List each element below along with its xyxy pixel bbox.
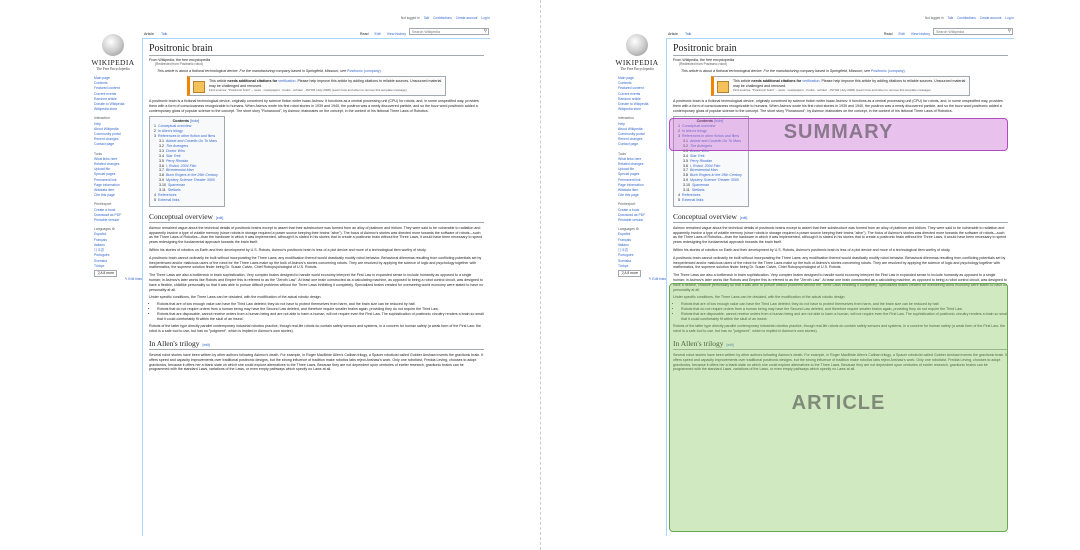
toc-number: 3.5 [159,158,164,163]
toc-number: 3.7 [159,168,164,173]
toc-label[interactable]: Mystery Science Theater 3000 [690,178,739,183]
summary-label: SUMMARY [783,121,894,143]
paragraph: A positronic brain cannot ordinarily be built without incorporating the Three Laws; any modification thereof would drastically modify robot behavior. Behavioral dilemmas resulting from conflicting potentials set by inexperienced and/or malicious users of the robot for the Three Laws make up the bulk of Asimov's stories concerning robots. They are resolved by applying the science of logic and psychology together with mathematics, the supreme solution finder being Dr. Susan Calvin, Chief Robopsychologist of U.S. Robots. [149,255,482,270]
contributions-link[interactable]: Contributions [957,16,976,20]
list-item: • Robots that are disposable, cannot receive orders from a human being and are not able to harm a human, will not require even the First Law. The sophistication of positronic circuitry renders a brain so small that it could comfortably fit within the skull of an insect. [157,312,484,322]
toc-number: 3.1 [159,139,164,144]
gear-icon[interactable]: ⚙ [111,227,115,232]
toc-item[interactable] [678,198,742,203]
nav-recent-changes[interactable]: Recent changes [618,137,643,142]
toc-number: 3.8 [683,173,688,178]
nav-printable[interactable]: Printable version [618,218,644,223]
edit-links[interactable]: ✎ Edit links [648,277,666,282]
list-item: • Robots that are of low enough value can have the Third Law deleted; they do not have to protect themselves from harm, and the brain size can be reduced by half. [681,302,1008,307]
toc-label[interactable]: Perry Rhodan [166,158,189,163]
hatnote: This article is about a fictional technological device. For the manufacturing company based in Springfield, Missouri, see Positronic (company). [157,69,382,73]
redirect-note[interactable]: (Redirected from Positronic robot) [155,62,203,66]
question-book-icon [193,81,205,93]
hatnote-link[interactable]: Positronic (company). [346,69,382,73]
paragraph: Under specific conditions, the Three Laws can be obviated, with the modification of the actual robotic design. [673,295,846,300]
list-item: • Robots that do not require orders from a human being may have the Second Law deleted, and therefore require smaller brains again, providing they do not require the Third Law. [681,307,1008,312]
nav-contact[interactable]: Contact page [94,142,115,147]
nav-contents[interactable]: Contents [94,81,108,86]
toc-label[interactable]: Stellaris [691,188,705,193]
toc-label[interactable]: Perry Rhodan [690,158,713,163]
notice-text: This article needs additional citations for verification. Please help improve this article by adding citations to reliable sources. Unsourced material may be challenged and removed. [733,79,966,88]
tools-heading: Tools [618,151,626,156]
nav-current-events[interactable]: Current events [618,91,641,96]
redirect-note[interactable]: (Redirected from Positronic robot) [679,62,727,66]
toc-label[interactable]: Star Trek [166,153,181,158]
section-heading: Conceptual overview [edit] [673,212,1008,223]
list-item: • Robots that are of low enough value can have the Third Law deleted; they do not have to protect themselves from harm, and the brain size can be reduced by half. [157,302,484,307]
toc-number: 2 [678,129,680,134]
toc-number: 3.6 [159,163,164,168]
list-item: • Robots that do not require orders from a human being may have the Second Law deleted, and therefore require smaller brains again, providing they do not require the Third Law. [157,307,484,312]
toc-number: 3.4 [159,153,164,158]
gear-icon[interactable]: ⚙ [635,227,639,232]
paragraph: Under specific conditions, the Three Laws can be obviated, with the modification of the actual robotic design. [149,295,322,300]
toc-number: 3.2 [683,143,688,148]
nav-store[interactable]: Wikipedia store [94,107,118,112]
nav-community[interactable]: Community portal [94,132,121,137]
nav-cite[interactable]: Cite this page [94,193,115,198]
article-label: ARTICLE [791,392,886,414]
nav-about[interactable]: About Wikipedia [94,126,119,131]
print-heading: Print/export [618,202,636,207]
lang-ja[interactable]: 日本語 [94,248,105,253]
nav-special-pages[interactable]: Special pages [618,172,640,177]
tools-heading: Tools [94,151,102,156]
talk-link[interactable]: Talk [947,16,954,20]
tab-read[interactable]: Read [359,32,369,36]
toc [149,116,225,206]
toc-hide-toggle[interactable]: [hide] [714,119,724,124]
paragraph: Asimov remained vague about the technical details of positronic brains except to assert that their substructure was formed from an alloy of platinum and iridium. They were said to be vulnerable to radiation and apparently involve a type of volatile memory (since robots in storage required a power source keeping their brains "alive"). The focus of Asimov's stories was directed more towards the software of robots—such as the Three Laws of Robotics—than the hardware in which it was implemented, although it is stated in his stories that to create a positronic brain without the Three Laws, it would have been necessary to spend years redesigning the fundamental approach towards the brain itself. [673,225,1007,245]
question-book-icon [717,81,729,93]
toc-label[interactable]: Stellaris [167,188,181,193]
toc-number: 3.9 [159,178,164,183]
toc-label[interactable]: Conceptual overview [682,124,716,129]
toc-label[interactable]: External links [158,197,180,202]
personal-tools [922,16,1014,20]
tagline: The Free Encyclopedia [620,67,654,71]
search-icon[interactable]: ⚲ [1007,28,1011,33]
panel-divider [540,0,541,550]
lang-sv[interactable]: Svenska [618,258,632,263]
toc-number: 3.2 [159,143,164,148]
toc-label[interactable]: Doctor Who [166,148,185,153]
globe-icon [102,34,124,56]
tab-article[interactable]: Article [668,32,678,36]
nav-what-links[interactable]: What links here [94,156,118,161]
nav-special-pages[interactable]: Special pages [94,172,116,177]
log-in-link[interactable]: Log in [1005,16,1014,20]
paragraph: The Three Laws are also a bottleneck in brain sophistication. Very complex brains designed to handle world economy interpret the First Law in expanded sense to include humanity as opposed to a single human; in Asimov's later works like Robots and Empire this is referred to as the "Zeroth Law". At least one brain constructed as a calculating machine, as opposed to being a robot control circuit, was designed to have a flexible, childlike personality so that it was able to pursue difficult problems without the Three Laws inhibiting it completely. Specialized brains created for overseeing world economy were stated to have no personality at all. [673,273,1008,292]
create-account-link[interactable]: Create account [455,16,478,20]
nav-related-changes[interactable]: Related changes [94,162,120,167]
toc-label[interactable]: Abbott and Costello Go To Mars [690,139,742,144]
nav-community[interactable]: Community portal [618,132,645,137]
lead-paragraph: A positronic brain is a fictional technological device, originally conceived by science fiction writer Isaac Asimov. It functions as a central processing unit (CPU) for robots, and, in some unspecified way, provides them with a form of consciousness recognizable to humans. When Asimov wrote his first robot stories in 1939 and 1940, the positron was a newly discovered particle, and so the buzz word positronic added a contemporary gloss of popular science to the concept. The short story "Runaround", by Asimov, elaborates on the concept, in the context of his fictional Three Laws of Robotics. [149,99,479,113]
toc-title: Contents [hide] [696,119,724,124]
not-logged-in: Not logged in [924,16,944,20]
lang-es[interactable]: Español [618,232,631,237]
search-input[interactable]: Search Wikipedia [409,28,489,35]
not-logged-in: Not logged in [400,16,420,20]
toc-number: 3.10 [683,183,690,188]
sidebar [94,76,142,282]
toc-number: 3.6 [683,163,688,168]
tab-read[interactable]: Read [883,32,893,36]
view-tabs [879,32,930,36]
toc-label[interactable]: Buck Rogers in the 25th Century [166,173,218,178]
search-input[interactable]: Search Wikipedia [933,28,1013,35]
nav-what-links[interactable]: What links here [618,156,642,161]
toc-label[interactable]: Abbott and Costello Go To Mars [166,139,218,144]
toc-label[interactable]: Star Trek [690,153,705,158]
toc-number: 3 [154,134,156,139]
toc-number: 2 [154,129,156,134]
wordmark: WIKIPEDIA [91,58,135,67]
nav-main-page[interactable]: Main page [94,76,110,80]
nav-main-page[interactable]: Main page [618,76,634,80]
namespace-tabs [144,32,173,36]
paragraph: Asimov remained vague about the technical details of positronic brains except to assert that their substructure was formed from an alloy of platinum and iridium. They were said to be vulnerable to radiation and apparently involve a type of volatile memory (since robots in storage required a power source keeping their brains "alive"). The focus of Asimov's stories was directed more towards the software of robots—such as the Three Laws of Robotics—than the hardware in which it was implemented, although it is stated in his stories that to create a positronic brain without the Three Laws, it would have been necessary to spend years redesigning the fundamental approach towards the brain itself. [149,225,483,245]
lang-es[interactable]: Español [94,232,107,237]
toc-label[interactable]: References in other fiction and films [682,134,740,139]
nav-create-book[interactable]: Create a book [618,207,640,212]
tab-history[interactable]: View history [910,32,930,36]
sidebar [618,76,666,282]
edit-section-link[interactable]: [edit] [202,342,210,347]
toc-label[interactable]: Mystery Science Theater 3000 [166,178,215,183]
toc-number: 3.9 [683,178,688,183]
notice-text: This article needs additional citations for verification. Please help improve this article by adding citations to reliable sources. Unsourced material may be challenged and removed. [209,79,442,88]
nav-wikidata[interactable]: Wikidata item [94,188,115,193]
toc-number: 3.11 [683,188,690,193]
nav-current-events[interactable]: Current events [94,91,117,96]
edit-section-link[interactable]: [edit] [739,215,748,220]
edit-section-link[interactable]: [edit] [726,342,734,347]
nav-store[interactable]: Wikipedia store [618,107,642,112]
toc-number: 3 [678,134,680,139]
nav-random[interactable]: Random article [94,96,117,101]
create-account-link[interactable]: Create account [979,16,1002,20]
nav-permanent-link[interactable]: Permanent link [618,177,641,182]
lang-sv[interactable]: Svenska [94,258,108,263]
toc-label[interactable]: I, Robot, 2004 Film [166,163,197,168]
nav-cite[interactable]: Cite this page [618,193,639,198]
paragraph: The Three Laws are also a bottleneck in brain sophistication. Very complex brains designed to handle world economy interpret the First Law in expanded sense to include humanity as opposed to a single human; in Asimov's later works like Robots and Empire this is referred to as the "Zeroth Law". At least one brain constructed as a calculating machine, as opposed to being a robot control circuit, was designed to have a flexible, childlike personality so that it was able to pursue difficult problems without the Three Laws inhibiting it completely. Specialized brains created for overseeing world economy were stated to have no personality at all. [149,273,484,292]
toc-label[interactable]: In Allen's trilogy [682,129,707,134]
personal-tools [398,16,490,20]
paragraph: Several robot stories have been written by other authors following Asimov's death. For example, in Roger MacBride Allen's Caliban trilogy, a Spacer roboticist called Gubber Anshaw invents the gravitonic brain. It offers speed and capacity improvements over traditional positronic designs, but the strong influence of tradition make robotics labs reject Anshaw's work. Only one roboticist, Fredda Leving, chooses to adopt gravitonics, because it offers her a blank slate on which she could explore alternatives to the Three Laws. Because they are not dependent upon centuries of earlier research, gravitonic brains can be programmed with the standard Laws, variations of the Laws, or even empty pathways which specify no Laws at all. [149,352,484,372]
nav-page-info[interactable]: Page information [94,182,120,187]
lang-it[interactable]: Italiano [94,242,105,247]
interaction-heading: Interaction [94,116,110,121]
bullet-list [157,302,484,321]
toc-label[interactable]: Bicentennial Man [166,168,194,173]
edit-links[interactable]: ✎ Edit links [124,277,142,282]
tagline: The Free Encyclopedia [96,67,130,71]
toc-number: 3.11 [159,188,166,193]
globe-icon [626,34,648,56]
toc-hide-toggle[interactable]: [hide] [190,119,200,124]
contributions-link[interactable]: Contributions [433,16,452,20]
lang-tr[interactable]: Türkçe [94,263,105,268]
nav-download-pdf[interactable]: Download as PDF [94,212,122,217]
toc-number: 3.3 [159,148,164,153]
toc-label[interactable]: Spaceman [692,183,710,188]
lang-it[interactable]: Italiano [618,242,629,247]
list-item: • Robots that are disposable, cannot receive orders from a human being and are not able to harm a human, will not require even the First Law. The sophistication of positronic circuitry renders a brain so small that it could comfortably fit within the skull of an insect. [681,312,1008,322]
nav-wikidata[interactable]: Wikidata item [618,188,639,193]
section-heading: In Allen's trilogy [edit] [149,339,484,350]
nav-recent-changes[interactable]: Recent changes [94,137,119,142]
toc-label[interactable]: The Avengers [166,143,189,148]
lang-ja[interactable]: 日本語 [618,248,629,253]
nav-featured[interactable]: Featured content [94,86,120,91]
more-languages-button[interactable]: 文A 8 more [618,270,641,277]
toc-title: Contents [hide] [172,119,200,124]
tab-edit[interactable]: Edit [374,32,381,36]
log-in-link[interactable]: Log in [481,16,490,20]
nav-featured[interactable]: Featured content [618,86,644,91]
toc-number: 1 [154,124,156,129]
toc-number: 3.10 [159,183,166,188]
view-tabs [355,32,406,36]
hatnote-link[interactable]: Positronic (company). [870,69,906,73]
toc-item[interactable] [154,198,218,203]
wikipedia-logo[interactable] [88,34,138,71]
toc-label[interactable]: In Allen's trilogy [158,129,183,134]
citation-notice [187,76,446,96]
nav-upload[interactable]: Upload file [618,167,635,172]
toc-number: 4 [154,192,156,197]
article-highlight [669,283,1008,532]
toc-label[interactable]: External links [682,197,704,202]
talk-link[interactable]: Talk [423,16,430,20]
toc-number: 5 [154,197,156,202]
nav-printable[interactable]: Printable version [94,218,120,223]
lang-fr[interactable]: Français [94,237,108,242]
nav-help[interactable]: Help [94,121,101,126]
site-sub: From Wikipedia, the free encyclopedia [673,58,735,62]
toc-number: 3.8 [159,173,164,178]
hatnote: This article is about a fictional technological device. For the manufacturing company based in Springfield, Missouri, see Positronic (company). [681,69,906,73]
paragraph: Within his stories of robotics on Earth and their development by U.S. Robots, Asimov's positronic brain is less of a plot device and more of a technological item worthy of study. [673,247,951,252]
nav-contents[interactable]: Contents [618,81,632,86]
page-title: Positronic brain [673,43,1008,56]
summary-highlight [669,118,1008,151]
nav-permanent-link[interactable]: Permanent link [94,177,117,182]
toc-label[interactable]: The Avengers [690,143,713,148]
languages-heading: Languages ⚙ [94,227,115,232]
lang-pt[interactable]: Português [618,253,634,258]
nav-random[interactable]: Random article [618,96,641,101]
toc-number: 3.7 [683,168,688,173]
toc-number: 1 [678,124,680,129]
toc-label[interactable]: Bicentennial Man [690,168,718,173]
wikipedia-logo[interactable] [612,34,662,71]
toc-label[interactable]: Doctor Who [690,148,709,153]
toc-number: 4 [678,192,680,197]
nav-related-changes[interactable]: Related changes [618,162,644,167]
interaction-heading: Interaction [618,116,634,121]
nav-create-book[interactable]: Create a book [94,207,116,212]
toc-number: 5 [678,197,680,202]
section-heading: Conceptual overview [edit] [149,212,484,223]
original-page-panel [84,8,494,536]
citation-notice [711,76,970,96]
toc-number: 3.5 [683,158,688,163]
nav-upload[interactable]: Upload file [94,167,111,172]
nav-donate[interactable]: Donate to Wikipedia [618,102,649,107]
tab-edit[interactable]: Edit [898,32,905,36]
toc-label[interactable]: References in other fiction and films [158,134,216,139]
nav-about[interactable]: About Wikipedia [618,126,643,131]
lang-fr[interactable]: Français [618,237,632,242]
toc-label[interactable]: References [158,192,177,197]
nav-contact[interactable]: Contact page [618,142,639,147]
paragraph: Several robot stories have been written by other authors following Asimov's death. For example, in Roger MacBride Allen's Caliban trilogy, a Spacer roboticist called Gubber Anshaw invents the gravitonic brain. It offers speed and capacity improvements over traditional positronic designs, but the strong influence of tradition make robotics labs reject Anshaw's work. Only one roboticist, Fredda Leving, chooses to adopt gravitonics, because it offers her a blank slate on which she could explore alternatives to the Three Laws. Because they are not dependent upon centuries of earlier research, gravitonic brains can be programmed with the standard Laws, variations of the Laws, or even empty pathways which specify no Laws at all. [673,352,1008,372]
tab-talk[interactable]: Talk [160,32,168,36]
find-sources[interactable]: Find sources: "Positronic brain" – news · newspapers · books · scholar · JSTOR (July 2008) (Learn how and when to remove this template message) [733,88,931,93]
toc-number: 3.3 [683,148,688,153]
paragraph: A positronic brain cannot ordinarily be built without incorporating the Three Laws; any modification thereof would drastically modify robot behavior. Behavioral dilemmas resulting from conflicting potentials set by inexperienced and/or malicious users of the robot for the Three Laws make up the bulk of Asimov's stories concerning robots. They are resolved by applying the science of logic and psychology together with mathematics, the supreme solution finder being Dr. Susan Calvin, Chief Robopsychologist of U.S. Robots. [673,255,1006,270]
more-languages-button[interactable]: 文A 8 more [94,270,117,277]
toc-label[interactable]: I, Robot, 2004 Film [690,163,721,168]
site-sub: From Wikipedia, the free encyclopedia [149,58,211,62]
languages-heading: Languages ⚙ [618,227,639,232]
edit-section-link[interactable]: [edit] [215,215,224,220]
toc-number: 3.1 [683,139,688,144]
nav-donate[interactable]: Donate to Wikipedia [94,102,125,107]
tab-talk[interactable]: Talk [684,32,692,36]
tab-history[interactable]: View history [386,32,406,36]
toc-number: 3.4 [683,153,688,158]
paragraph: Robots of the latter type directly parallel contemporary industrial robotics practice, though real-life robots do contain safety sensors and systems, in a concern for human safety (a weak form of the First Law: the robot is a safe tool to use, but has no "judgment", which is implied in Asimov's own stories). [149,324,481,334]
nav-download-pdf[interactable]: Download as PDF [618,212,646,217]
toc-label[interactable]: Spaceman [168,183,186,188]
print-heading: Print/export [94,202,112,207]
tab-article[interactable]: Article [144,32,154,36]
paragraph: Within his stories of robotics on Earth and their development by U.S. Robots, Asimov's positronic brain is less of a plot device and more of a technological item worthy of study. [149,247,427,252]
toc-label[interactable]: Buck Rogers in the 25th Century [690,173,742,178]
search-icon[interactable]: ⚲ [483,28,487,33]
page-title: Positronic brain [149,43,484,56]
section-heading: In Allen's trilogy [edit] [673,339,1008,350]
nav-help[interactable]: Help [618,121,625,126]
toc-label[interactable]: Conceptual overview [158,124,192,129]
article-content [142,38,490,536]
toc-label[interactable]: References [682,192,701,197]
paragraph: Robots of the latter type directly parallel contemporary industrial robotics practice, though real-life robots do contain safety sensors and systems, in a concern for human safety (a weak form of the First Law: the robot is a safe tool to use, but has no "judgment", which is implied in Asimov's own stories). [673,324,1005,334]
nav-page-info[interactable]: Page information [618,182,644,187]
lang-tr[interactable]: Türkçe [618,263,629,268]
find-sources[interactable]: Find sources: "Positronic brain" – news · newspapers · books · scholar · JSTOR (July 2008) (Learn how and when to remove this template message) [209,88,407,93]
wordmark: WIKIPEDIA [615,58,659,67]
lead-paragraph: A positronic brain is a fictional technological device, originally conceived by science fiction writer Isaac Asimov. It functions as a central processing unit (CPU) for robots, and, in some unspecified way, provides them with a form of consciousness recognizable to humans. When Asimov wrote his first robot stories in 1939 and 1940, the positron was a newly discovered particle, and so the buzz word positronic added a contemporary gloss of popular science to the concept. The short story "Runaround", by Asimov, elaborates on the concept, in the context of his fictional Three Laws of Robotics. [673,99,1003,113]
lang-pt[interactable]: Português [94,253,110,258]
namespace-tabs [668,32,697,36]
